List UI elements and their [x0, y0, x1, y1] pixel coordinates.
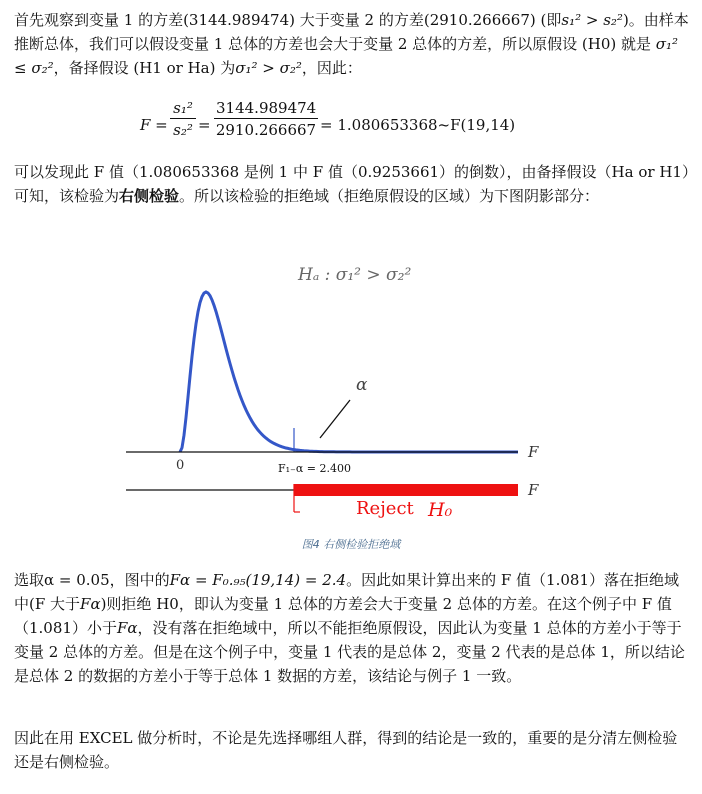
critical-value-label: F₁₋α = 2.400 [278, 462, 351, 475]
f-alpha-symbol-2: Fα [116, 619, 138, 637]
reject-label: Reject [356, 498, 414, 519]
reject-region-bar [294, 484, 518, 496]
intro-text-d: ，因此： [301, 59, 362, 77]
rejection-region-figure [110, 250, 570, 530]
explanation-text-b: 。所以该检验的拒绝域（拒绝原假设的区域）为下图阴影部分： [179, 187, 600, 205]
value-ratio-fraction [214, 98, 318, 141]
decision-text-b: 。因此如果计算出来的 F 值（1.081）落在拒绝域中(F 大于 [14, 571, 679, 613]
decision-text-a: 选取α = 0.05，图中的 [14, 571, 170, 589]
alternative-hypothesis: σ₁² > σ₂² [235, 59, 302, 77]
variance-ratio-fraction [170, 98, 196, 141]
critical-f-expression: Fα = F₀.₉₅(19,14) = 2.4 [169, 571, 347, 589]
conclusion-paragraph: 因此在用 EXCEL 做分析时，不论是先选择哪组人群，得到的结论是一致的，重要的是分清左侧检验还是右侧检验。 [14, 729, 678, 771]
value-denominator: 2910.266667 [215, 121, 317, 139]
alpha-pointer [320, 400, 350, 438]
decision-paragraph [14, 568, 692, 688]
formula-result: = 1.080653368~F(19,14) [320, 116, 516, 134]
null-hypothesis: σ₁² ≤ σ₂² [14, 35, 679, 77]
f-density-curve [180, 292, 518, 452]
sample-variance-inequality: s₁² > s₂² [561, 11, 623, 29]
right-tailed-test-bold: 右侧检验 [119, 187, 180, 205]
explanation-paragraph [14, 160, 692, 208]
figure-caption: 图4 右侧检验拒绝域 [301, 538, 401, 551]
fraction-denominator: s₂² [173, 121, 193, 139]
intro-text-b: )。由样本推断总体，我们可以假设变量 1 总体的方差也会大于变量 2 总体的方差，所以原假设 (H0) 就是 [14, 11, 689, 53]
f-statistic-formula [140, 98, 560, 158]
formula-lhs: F = [140, 116, 168, 134]
axis-label-top: F [528, 443, 539, 461]
equals-sign: = [198, 116, 211, 134]
value-numerator: 3144.989474 [216, 99, 317, 117]
alpha-label: α [356, 375, 368, 395]
decision-text-c: )则拒绝 H0，即认为变量 1 总体的方差会大于变量 2 总体的方差。在这个例子中 F 值（1.081）小于 [14, 595, 672, 637]
explanation-text-a: 可以发现此 F 值（1.080653368 是例 1 中 F 值（0.9253661）的倒数），由备择假设（Ha or H1）可知，该检验为 [14, 163, 690, 205]
axis-label-bottom: F [528, 481, 539, 499]
f-alpha-symbol: Fα [80, 595, 101, 613]
intro-text-c: ，备择假设 (H1 or Ha) 为 [53, 59, 236, 77]
intro-paragraph [14, 8, 692, 80]
figure-title: Hₐ : σ₁² > σ₂² [298, 265, 412, 285]
fraction-numerator: s₁² [170, 98, 196, 119]
zero-label: 0 [176, 458, 185, 473]
decision-text-d: ，没有落在拒绝域中，所以不能拒绝原假设，因此认为变量 1 总体的方差小于等于变量 2 总体的方差。但是在这个例子中，变量 1 代表的是总体 2，变量 2 代表的是总体 1，所以结论是总体 2 的数据的方差小于等于总体 1 数据的方差，该结论与例子 1 一致。 [14, 619, 685, 685]
intro-text-a: 首先观察到变量 1 的方差(3144.989474) 大于变量 2 的方差(2910.266667) (即 [14, 11, 562, 29]
reject-h0-label: H₀ [428, 499, 453, 521]
